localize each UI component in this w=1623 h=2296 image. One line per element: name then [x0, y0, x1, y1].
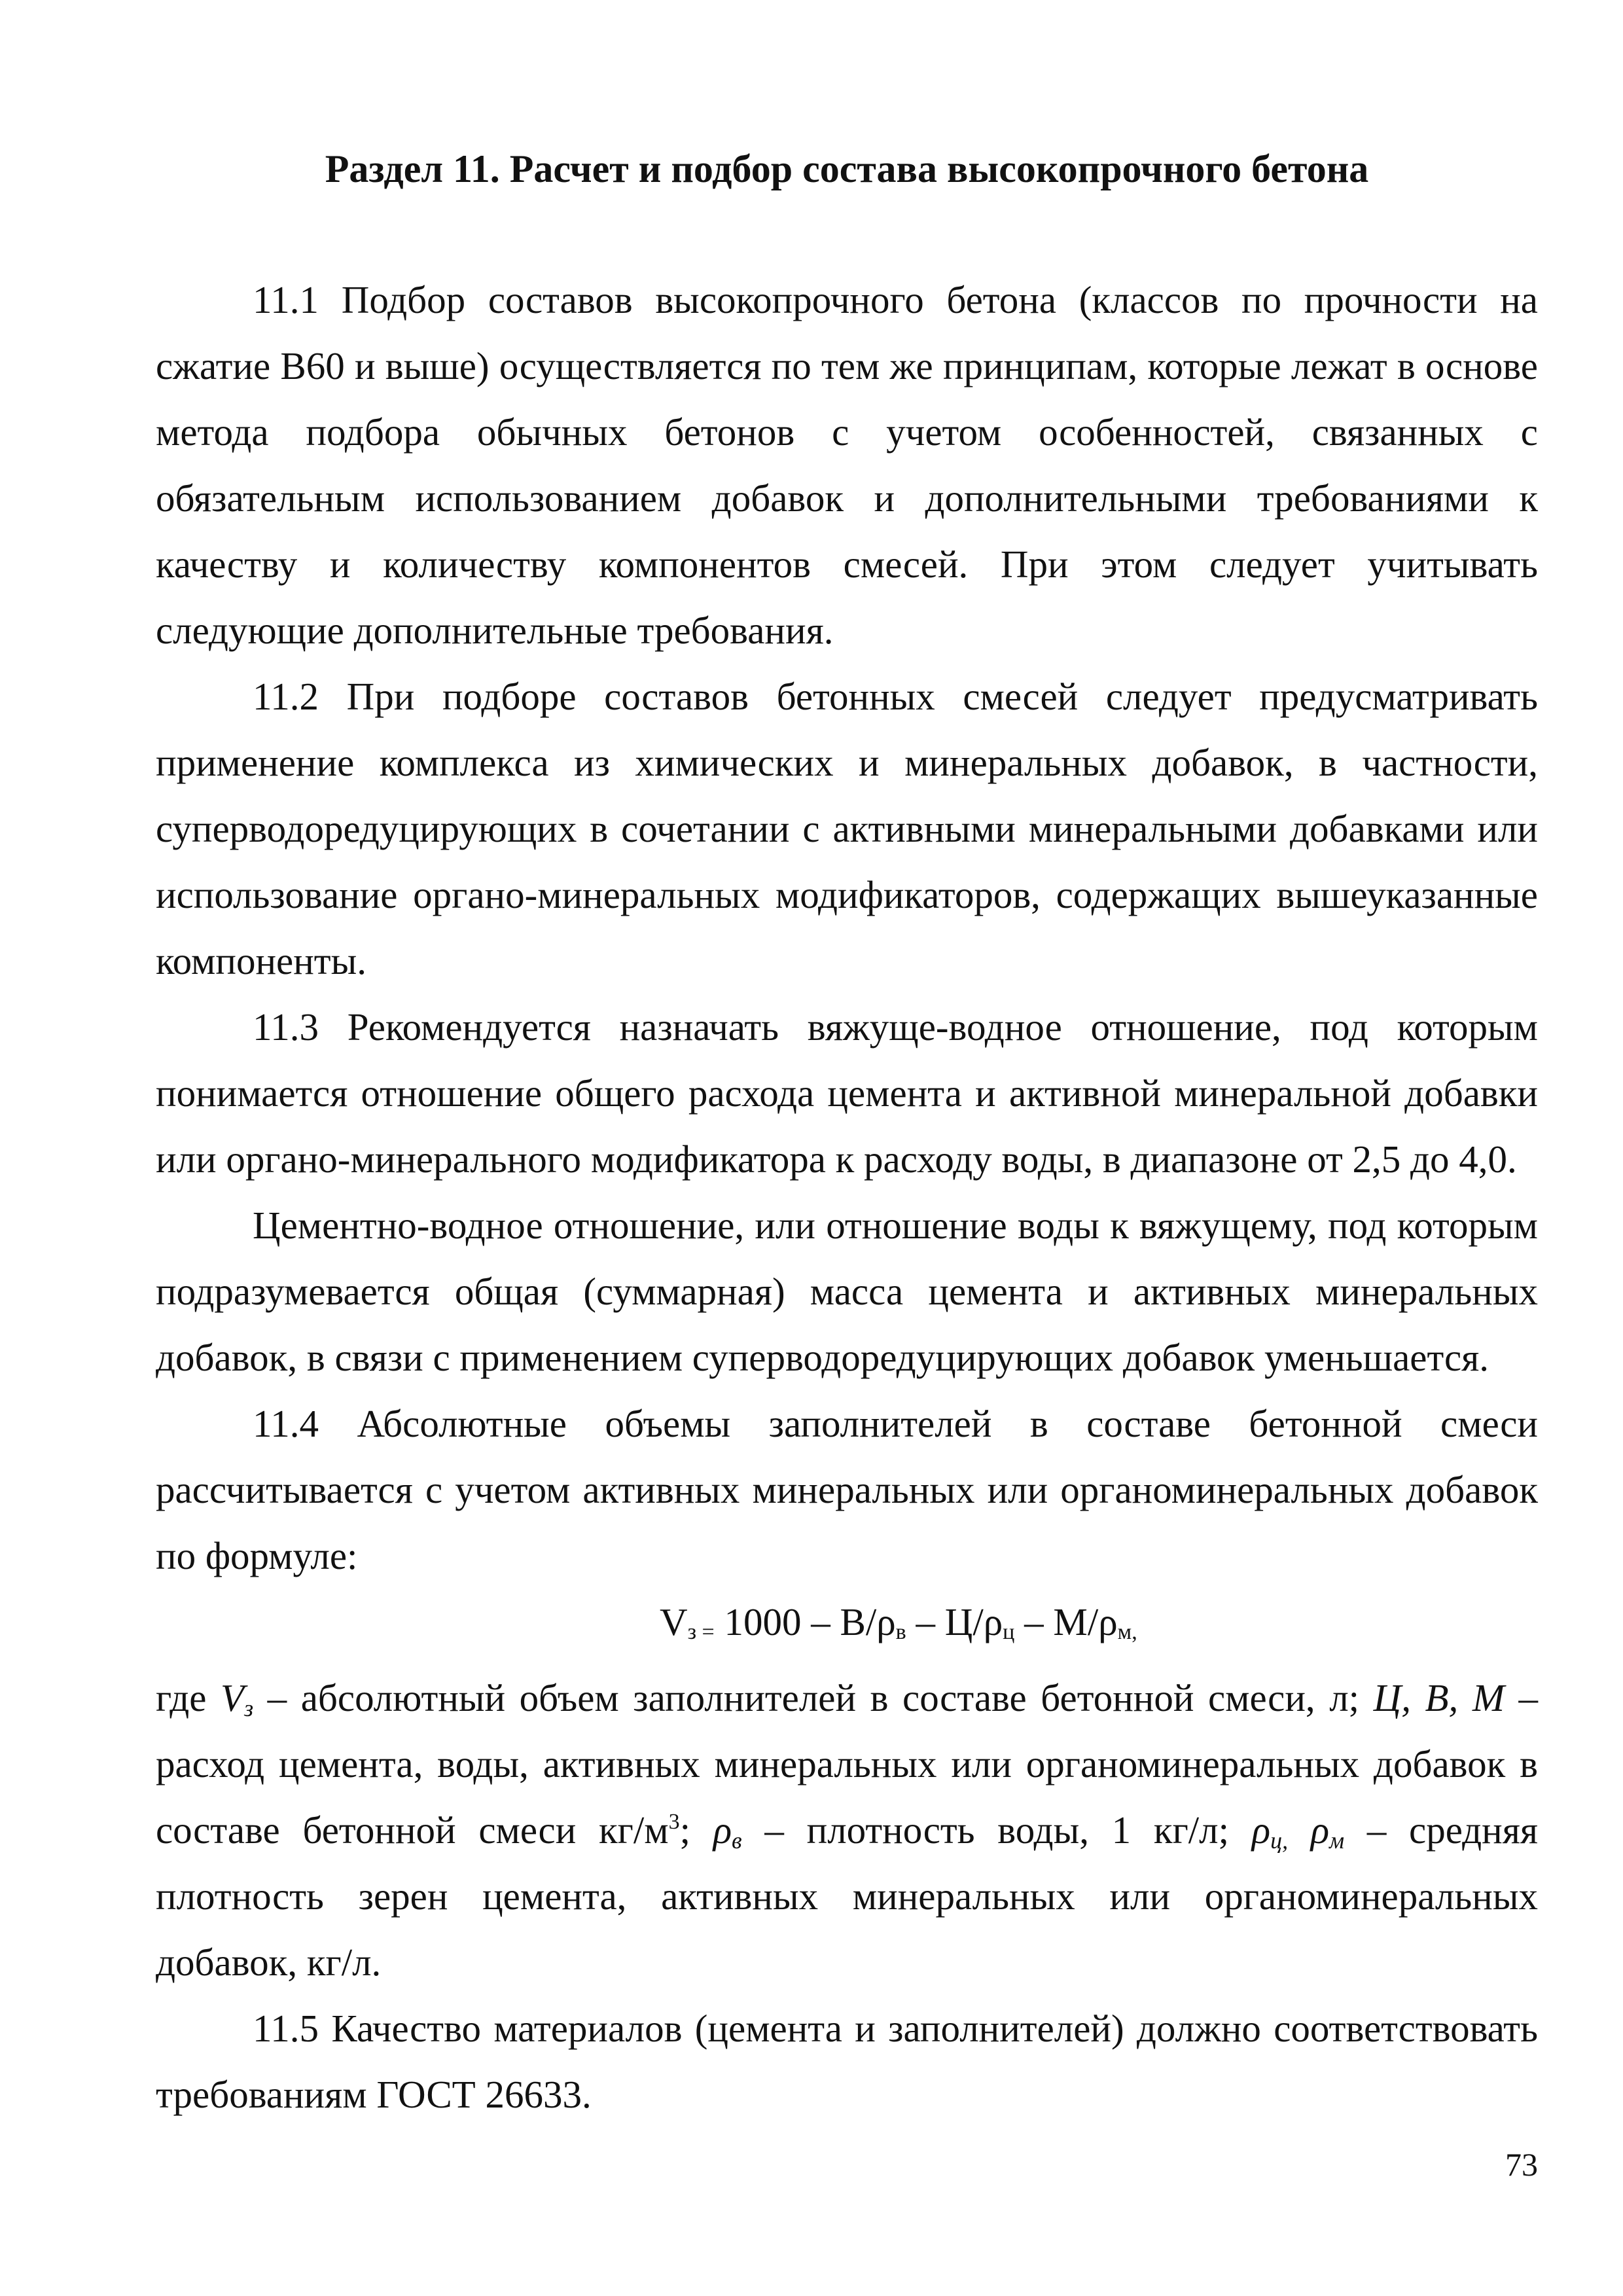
def-text-where: где — [156, 1676, 221, 1719]
formula-rho-additive-sub: м, — [1117, 1620, 1137, 1644]
def-rho-water: ρ — [713, 1808, 732, 1852]
def-rho-additive-sub: м — [1329, 1827, 1345, 1854]
formula-rho-cement-sub: ц — [1003, 1620, 1015, 1644]
paragraph-11-4: 11.4 Абсолютные объемы заполнителей в составе бетонной смеси рассчитывается с учетом активных минеральных или органоминеральных добавок по формуле: — [156, 1402, 1538, 1577]
def-text-2: – абсолютный объем заполнителей в составе бетонной смеси, л; — [253, 1676, 1374, 1719]
def-rho-cement: ρ — [1251, 1808, 1271, 1852]
paragraph-cement-water-ratio: Цементно-водное отношение, или отношение воды к вяжущему, под которым подразумевается общая (суммарная) масса цемента и активных минеральных добавок, в связи с применением суперводоредуцирующих добавок уменьшается. — [156, 1204, 1538, 1379]
paragraph-11-3: 11.3 Рекомендуется назначать вяжуще-водное отношение, под которым понимается отношение общего расхода цемента и активной минеральной добавки или органо-минерального модификатора к расходу воды, в диапазоне от 2,5 до 4,0. — [156, 1005, 1538, 1181]
def-text-7: – средняя плотность зерен цемента, активных минеральных или органоминеральных добавок, кг/л. — [156, 1808, 1539, 1984]
formula-rho-water-sub: в — [895, 1620, 906, 1644]
def-rho-additive: ρ — [1310, 1808, 1330, 1852]
def-text-3: – расход цемента, воды, активных минеральных или органоминеральных добавок в составе бетонной смеси кг/м — [156, 1676, 1539, 1852]
def-rho-cement-sub: ц, — [1270, 1827, 1289, 1854]
formula-part-1: 1000 – В/ρ — [714, 1600, 896, 1643]
section-heading: Раздел 11. Расчет и подбор состава высокопрочного бетона — [325, 147, 1369, 190]
def-symbol-v: V — [221, 1676, 245, 1719]
def-rho-water-sub: в — [732, 1827, 742, 1854]
paragraph-11-5: 11.5 Качество материалов (цемента и заполнителей) должно соответствовать требованиям ГОСТ 26633. — [156, 2007, 1538, 2116]
page-number: 73 — [1505, 2146, 1538, 2183]
def-text-5: – плотность воды, 1 кг/л; — [741, 1808, 1252, 1852]
paragraph-11-2: 11.2 При подборе составов бетонных смесей следует предусматривать применение комплекса из химических и минеральных добавок, в частности, суперводоредуцирующих в сочетании с активными минеральными добавками или использование органо-минеральных модификаторов, содержащих вышеуказанные компоненты. — [156, 675, 1538, 982]
formula-v-sub: з = — [687, 1620, 715, 1644]
def-text-4: ; — [679, 1808, 713, 1852]
formula-v: V — [660, 1600, 688, 1643]
def-symbol-v-sub: з — [244, 1695, 254, 1721]
filler-volume-formula — [156, 1589, 1538, 1665]
def-symbols-cbm: Ц, В, М — [1373, 1676, 1505, 1719]
paragraph-11-1: 11.1 Подбор составов высокопрочного бетона (классов по прочности на сжатие В60 и выше) осуществляется по тем же принципам, которые лежат в основе метода подбора обычных бетонов с учетом особенностей, связанных с обязательным использованием добавок и дополнительными требованиями к качеству и количеству компонентов смесей. При этом следует учитывать следующие дополнительные требования. — [156, 278, 1538, 652]
formula-part-3: – М/ρ — [1014, 1600, 1118, 1643]
formula-definition — [156, 1665, 1538, 1996]
formula-part-2: – Ц/ρ — [906, 1600, 1003, 1643]
def-sup-3: 3 — [668, 1810, 680, 1834]
def-text-6 — [1288, 1808, 1311, 1852]
body-text — [156, 267, 1538, 2128]
